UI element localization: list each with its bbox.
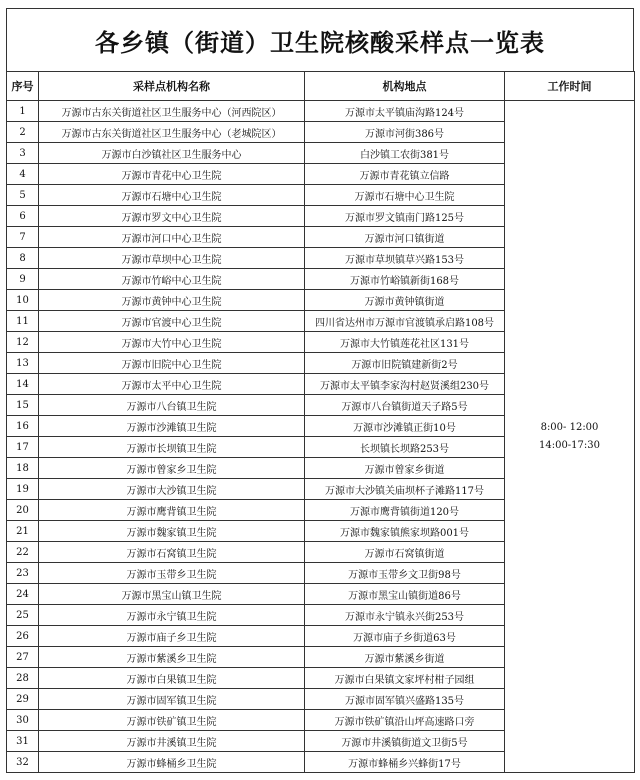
row-address: 万源市太平镇李家沟村赵贤溪组230号 — [305, 374, 505, 395]
table-header-row — [7, 72, 635, 101]
row-address: 万源市竹峪镇新街168号 — [305, 269, 505, 290]
header-hours: 工作时间 — [505, 72, 635, 101]
row-address: 万源市青花镇立信路 — [305, 164, 505, 185]
row-address: 万源市黄钟镇街道 — [305, 290, 505, 311]
row-site-name: 万源市古东关街道社区卫生服务中心（老城院区） — [39, 122, 305, 143]
row-index: 15 — [7, 395, 39, 416]
table-body — [7, 101, 635, 773]
row-index: 1 — [7, 101, 39, 122]
row-index: 31 — [7, 731, 39, 752]
row-index: 24 — [7, 584, 39, 605]
header-address: 机构地点 — [305, 72, 505, 101]
row-address: 万源市石窝镇街道 — [305, 542, 505, 563]
row-index: 4 — [7, 164, 39, 185]
row-site-name: 万源市黄钟中心卫生院 — [39, 290, 305, 311]
row-index: 29 — [7, 689, 39, 710]
row-address: 四川省达州市万源市官渡镇承启路108号 — [305, 311, 505, 332]
row-address: 万源市黑宝山镇街道86号 — [305, 584, 505, 605]
row-address: 万源市石塘中心卫生院 — [305, 185, 505, 206]
row-address: 长坝镇长坝路253号 — [305, 437, 505, 458]
row-index: 3 — [7, 143, 39, 164]
row-address: 万源市旧院镇建新街2号 — [305, 353, 505, 374]
row-site-name: 万源市竹峪中心卫生院 — [39, 269, 305, 290]
row-site-name: 万源市曾家乡卫生院 — [39, 458, 305, 479]
row-site-name: 万源市长坝镇卫生院 — [39, 437, 305, 458]
row-index: 22 — [7, 542, 39, 563]
row-address: 万源市罗文镇南门路125号 — [305, 206, 505, 227]
row-index: 25 — [7, 605, 39, 626]
row-site-name: 万源市河口中心卫生院 — [39, 227, 305, 248]
row-address: 万源市曾家乡街道 — [305, 458, 505, 479]
row-site-name: 万源市庙子乡卫生院 — [39, 626, 305, 647]
working-hours-cell — [505, 101, 635, 773]
row-site-name: 万源市鹰背镇卫生院 — [39, 500, 305, 521]
row-address: 万源市蜂桶乡兴蜂街17号 — [305, 752, 505, 773]
row-index: 9 — [7, 269, 39, 290]
row-address: 万源市鹰背镇街道120号 — [305, 500, 505, 521]
row-site-name: 万源市草坝中心卫生院 — [39, 248, 305, 269]
row-index: 19 — [7, 479, 39, 500]
hours-morning: 8:00- 12:00 — [540, 421, 599, 433]
row-address: 万源市沙滩镇正街10号 — [305, 416, 505, 437]
row-address: 白沙镇工农街381号 — [305, 143, 505, 164]
row-index: 32 — [7, 752, 39, 773]
row-site-name: 万源市石窝镇卫生院 — [39, 542, 305, 563]
row-address: 万源市井溪镇街道文卫街5号 — [305, 731, 505, 752]
row-site-name: 万源市石塘中心卫生院 — [39, 185, 305, 206]
row-site-name: 万源市白果镇卫生院 — [39, 668, 305, 689]
row-address: 万源市紫溪乡街道 — [305, 647, 505, 668]
sampling-sites-table — [6, 71, 635, 773]
row-address: 万源市固军镇兴盛路135号 — [305, 689, 505, 710]
row-index: 20 — [7, 500, 39, 521]
row-site-name: 万源市青花中心卫生院 — [39, 164, 305, 185]
row-site-name: 万源市古东关街道社区卫生服务中心（河西院区） — [39, 101, 305, 122]
row-index: 18 — [7, 458, 39, 479]
row-index: 5 — [7, 185, 39, 206]
row-site-name: 万源市黑宝山镇卫生院 — [39, 584, 305, 605]
row-site-name: 万源市永宁镇卫生院 — [39, 605, 305, 626]
hours-afternoon: 14:00-17:30 — [538, 439, 600, 451]
row-index: 23 — [7, 563, 39, 584]
row-index: 30 — [7, 710, 39, 731]
row-site-name: 万源市沙滩镇卫生院 — [39, 416, 305, 437]
row-site-name: 万源市蜂桶乡卫生院 — [39, 752, 305, 773]
row-site-name: 万源市罗文中心卫生院 — [39, 206, 305, 227]
row-index: 14 — [7, 374, 39, 395]
document-title: 各乡镇（街道）卫生院核酸采样点一览表 — [6, 8, 634, 71]
header-site-name: 采样点机构名称 — [39, 72, 305, 101]
row-site-name: 万源市固军镇卫生院 — [39, 689, 305, 710]
table-row — [7, 101, 635, 122]
row-address: 万源市庙子乡街道63号 — [305, 626, 505, 647]
row-index: 12 — [7, 332, 39, 353]
row-site-name: 万源市大沙镇卫生院 — [39, 479, 305, 500]
row-index: 27 — [7, 647, 39, 668]
row-address: 万源市河街386号 — [305, 122, 505, 143]
row-address: 万源市魏家镇熊家坝路001号 — [305, 521, 505, 542]
row-address: 万源市大竹镇莲花社区131号 — [305, 332, 505, 353]
row-site-name: 万源市玉带乡卫生院 — [39, 563, 305, 584]
row-site-name: 万源市紫溪乡卫生院 — [39, 647, 305, 668]
row-index: 8 — [7, 248, 39, 269]
row-site-name: 万源市白沙镇社区卫生服务中心 — [39, 143, 305, 164]
row-site-name: 万源市八台镇卫生院 — [39, 395, 305, 416]
row-site-name: 万源市魏家镇卫生院 — [39, 521, 305, 542]
row-index: 21 — [7, 521, 39, 542]
row-index: 17 — [7, 437, 39, 458]
row-site-name: 万源市铁矿镇卫生院 — [39, 710, 305, 731]
row-index: 16 — [7, 416, 39, 437]
row-address: 万源市玉带乡文卫街98号 — [305, 563, 505, 584]
row-address: 万源市铁矿镇沿山坪高速路口旁 — [305, 710, 505, 731]
row-index: 26 — [7, 626, 39, 647]
row-site-name: 万源市井溪镇卫生院 — [39, 731, 305, 752]
row-index: 6 — [7, 206, 39, 227]
row-address: 万源市太平镇庙沟路124号 — [305, 101, 505, 122]
row-index: 2 — [7, 122, 39, 143]
header-index: 序号 — [7, 72, 39, 101]
row-site-name: 万源市太平中心卫生院 — [39, 374, 305, 395]
row-site-name: 万源市旧院中心卫生院 — [39, 353, 305, 374]
row-index: 11 — [7, 311, 39, 332]
row-address: 万源市永宁镇永兴街253号 — [305, 605, 505, 626]
row-site-name: 万源市大竹中心卫生院 — [39, 332, 305, 353]
row-address: 万源市大沙镇关庙坝杯子滩路117号 — [305, 479, 505, 500]
row-index: 28 — [7, 668, 39, 689]
document-sheet — [6, 8, 634, 778]
row-address: 万源市八台镇街道天子路5号 — [305, 395, 505, 416]
row-index: 13 — [7, 353, 39, 374]
row-site-name: 万源市官渡中心卫生院 — [39, 311, 305, 332]
row-index: 10 — [7, 290, 39, 311]
row-address: 万源市白果镇文家坪村柑子园组 — [305, 668, 505, 689]
row-address: 万源市河口镇街道 — [305, 227, 505, 248]
row-address: 万源市草坝镇草兴路153号 — [305, 248, 505, 269]
row-index: 7 — [7, 227, 39, 248]
